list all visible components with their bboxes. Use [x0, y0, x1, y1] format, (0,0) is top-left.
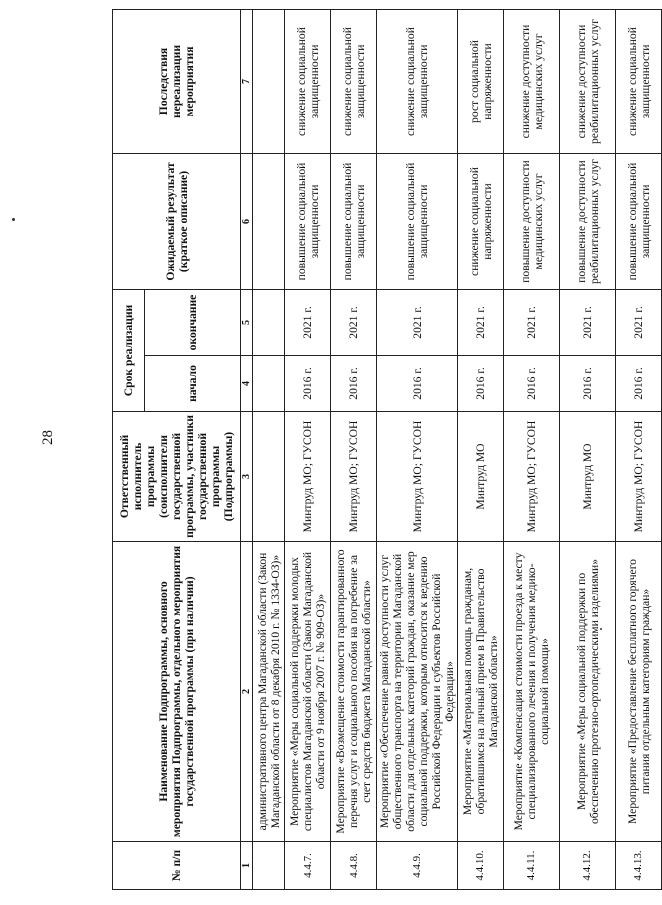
header-period: Срок реализации: [113, 290, 145, 412]
start-year: 2016 г.: [504, 356, 560, 412]
row-number: [253, 842, 285, 890]
responsible: Минтруд МО; ГУСОН: [504, 412, 560, 542]
responsible: Минтруд МО; ГУСОН: [285, 412, 331, 542]
consequence: снижение доступности реабилитационных услуг: [560, 10, 616, 154]
table-row: [285, 10, 331, 890]
expected-result: повышение доступности медицинских услуг: [504, 154, 560, 290]
header-num: № п/п: [113, 842, 241, 890]
start-year: 2016 г.: [331, 356, 377, 412]
expected-result: повышение социальной защищенности: [377, 154, 458, 290]
header-name: Наименование Подпрограммы, основного мероприятия Подпрограммы, отдельного мероприятия государственной программы (при наличии): [113, 542, 241, 842]
scan-speck: [12, 218, 15, 221]
measure-name: Мероприятие «Материальная помощь гражданам, обратившимся на личный прием в Правительство Магаданской области»: [458, 542, 504, 842]
expected-result: снижение социальной напряженности: [458, 154, 504, 290]
consequence: [253, 10, 285, 154]
header-result: Ожидаемый результат (краткое описание): [113, 154, 241, 290]
consequence: снижение социальной защищенности: [331, 10, 377, 154]
measure-name: Мероприятие «Возмещение стоимости гарантированного перечня услуг и социального пособия на погребение за счет средств бюджета Магаданской области»: [331, 542, 377, 842]
page-number: 28: [40, 430, 56, 445]
header-responsible: Ответственный исполнитель программы (соисполнители государственной программы, участники государственной программы (Подпрограммы): [113, 412, 241, 542]
table-row: [253, 10, 285, 890]
start-year: 2016 г.: [458, 356, 504, 412]
end-year: 2021 г.: [504, 290, 560, 356]
start-year: 2016 г.: [377, 356, 458, 412]
consequence: снижение доступности медицинских услуг: [504, 10, 560, 154]
row-number: 4.4.9.: [377, 842, 458, 890]
measure-name: административного центра Магаданской области (Закон Магаданской области от 8 декабря 2010 г. № 1334-ОЗ)»: [253, 542, 285, 842]
table-row: [616, 10, 662, 890]
responsible: Минтруд МО: [560, 412, 616, 542]
responsible: Минтруд МО; ГУСОН: [616, 412, 662, 542]
responsible: Минтруд МО: [458, 412, 504, 542]
expected-result: повышение социальной защищенности: [285, 154, 331, 290]
end-year: 2021 г.: [331, 290, 377, 356]
measures-table-container: [112, 10, 652, 890]
consequence: снижение социальной защищенности: [377, 10, 458, 154]
column-number: 6: [241, 154, 253, 290]
header-consequences: Последствия нереализации мероприятия: [113, 10, 241, 154]
expected-result: повышение социальной защищенности: [616, 154, 662, 290]
table-row: [331, 10, 377, 890]
measure-name: Мероприятие «Меры социальной поддержки молодых специалистов Магаданской области (Закон Магаданской области от 9 ноября 2007 г. № 909-ОЗ)»: [285, 542, 331, 842]
measure-name: Мероприятие «Предоставление бесплатного горячего питания отдельным категориям граждан»: [616, 542, 662, 842]
expected-result: повышение социальной защищенности: [331, 154, 377, 290]
row-number: 4.4.7.: [285, 842, 331, 890]
responsible: Минтруд МО; ГУСОН: [331, 412, 377, 542]
row-number: 4.4.8.: [331, 842, 377, 890]
table-row: [504, 10, 560, 890]
table-row: [377, 10, 458, 890]
end-year: 2021 г.: [377, 290, 458, 356]
expected-result: [253, 154, 285, 290]
row-number: 4.4.13.: [616, 842, 662, 890]
measures-table: [112, 9, 662, 890]
column-number: 3: [241, 412, 253, 542]
responsible: Минтруд МО; ГУСОН: [377, 412, 458, 542]
table-row: [560, 10, 616, 890]
responsible: [253, 412, 285, 542]
end-year: 2021 г.: [560, 290, 616, 356]
row-number: 4.4.10.: [458, 842, 504, 890]
row-number: 4.4.11.: [504, 842, 560, 890]
header-start: начало: [145, 356, 241, 412]
measure-name: Мероприятие «Компенсация стоимости проезда к месту специализированного лечения и получения медико-социальной помощи»: [504, 542, 560, 842]
end-year: 2021 г.: [616, 290, 662, 356]
start-year: 2016 г.: [560, 356, 616, 412]
measure-name: Мероприятие «Меры социальной поддержки по обеспечению протезно-ортопедическими изделиями»: [560, 542, 616, 842]
column-number: 5: [241, 290, 253, 356]
table-row: [458, 10, 504, 890]
end-year: 2021 г.: [285, 290, 331, 356]
start-year: 2016 г.: [616, 356, 662, 412]
end-year: [253, 290, 285, 356]
start-year: [253, 356, 285, 412]
consequence: снижение социальной защищенности: [285, 10, 331, 154]
end-year: 2021 г.: [458, 290, 504, 356]
measure-name: Мероприятие «Обеспечение равной доступности услуг общественного транспорта на территории Магаданской области для отдельных категорий граждан, оказание мер социальной поддержки, которым относится к ведению Российской Федерации и субъектов Российской Федерации»: [377, 542, 458, 842]
column-number: 2: [241, 542, 253, 842]
expected-result: повышение доступности реабилитационных услуг: [560, 154, 616, 290]
column-number: 4: [241, 356, 253, 412]
consequence: рост социальной напряженности: [458, 10, 504, 154]
row-number: 4.4.12.: [560, 842, 616, 890]
start-year: 2016 г.: [285, 356, 331, 412]
consequence: снижение социальной защищенности: [616, 10, 662, 154]
column-number: 1: [241, 842, 253, 890]
header-end: окончание: [145, 290, 241, 356]
column-number: 7: [241, 10, 253, 154]
